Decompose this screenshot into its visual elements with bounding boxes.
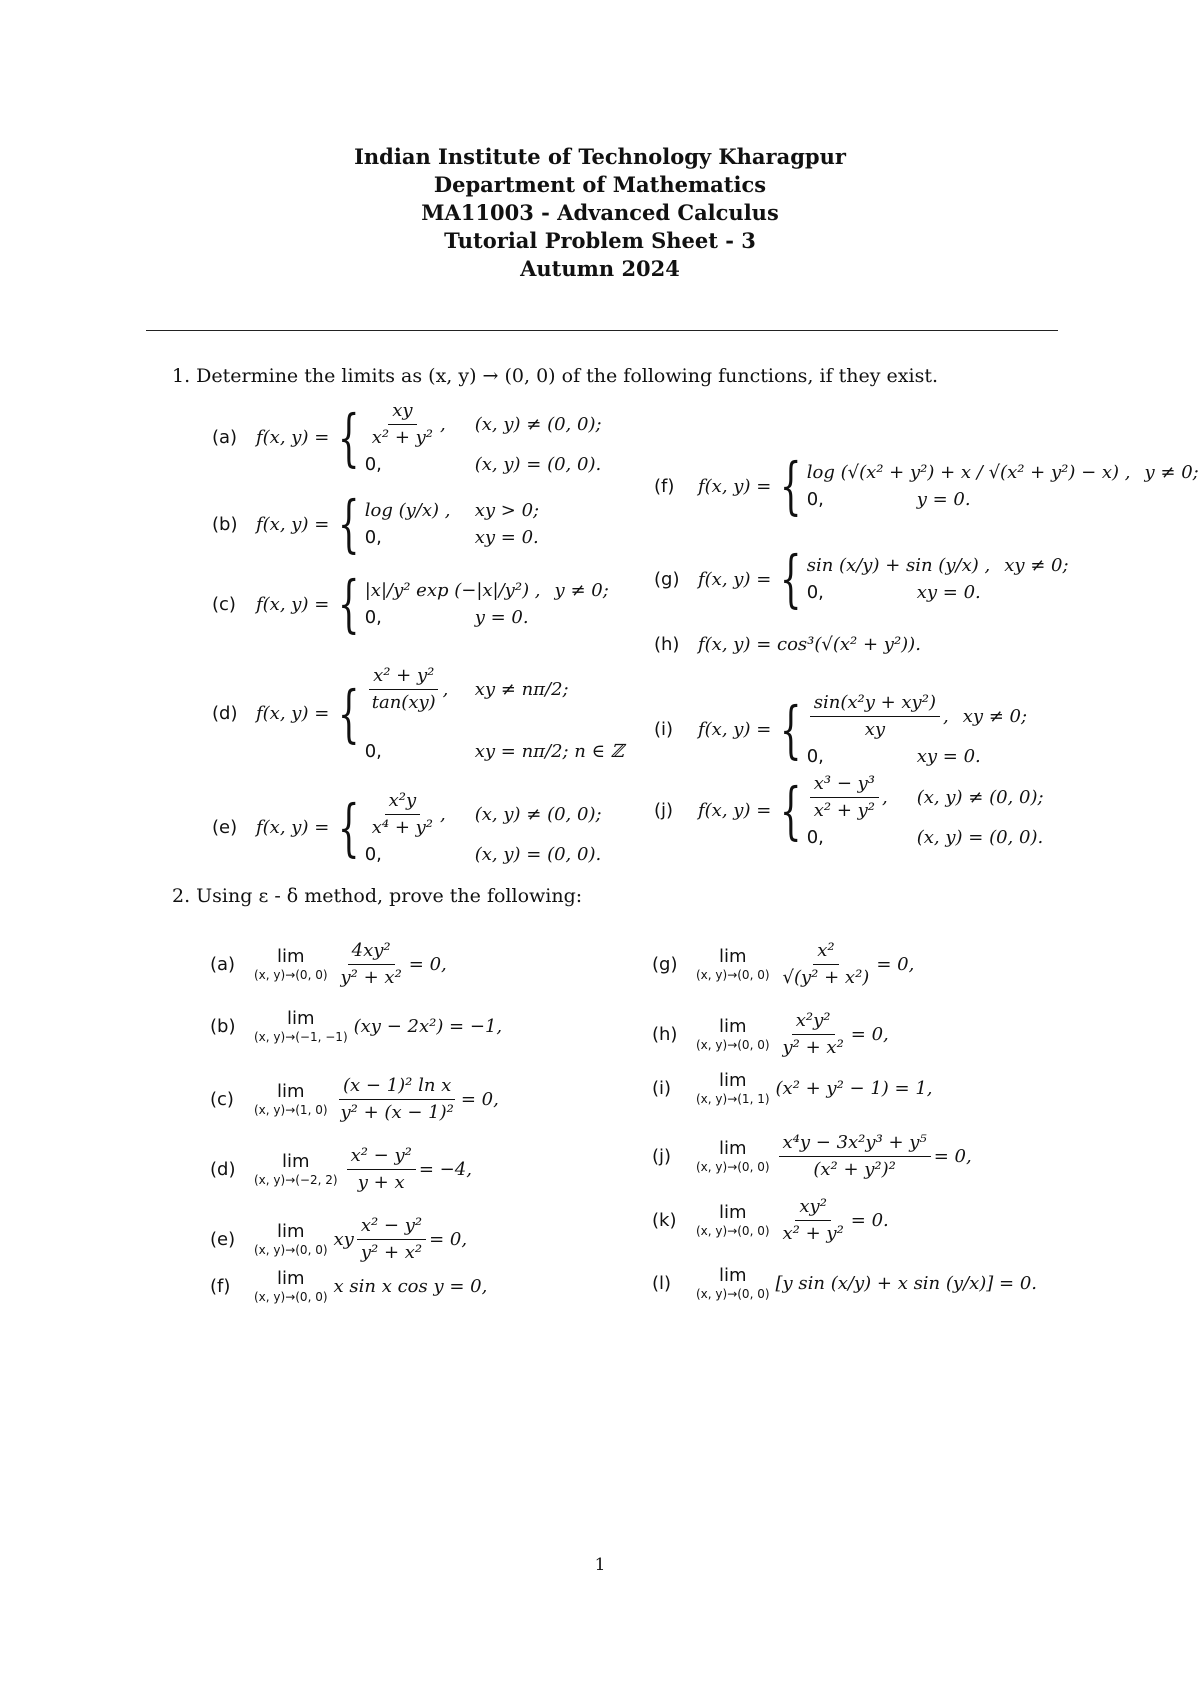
value-2: 0, xyxy=(364,844,382,866)
condition-2: y = 0. xyxy=(916,489,971,510)
expression-prefix: xy xyxy=(333,1228,354,1250)
lim-word: lim xyxy=(276,1081,305,1103)
lim-word: lim xyxy=(718,1016,747,1038)
denominator: tan(xy) xyxy=(371,691,436,713)
condition-1: (x, y) ≠ (0, 0); xyxy=(474,413,602,435)
q2-item xyxy=(652,1070,933,1106)
item-label: (c) xyxy=(212,593,236,615)
limit-subscript: (x, y)→(0, 0) xyxy=(254,968,328,983)
limit-operator xyxy=(696,1138,770,1174)
item-label: (d) xyxy=(212,703,238,725)
condition-1: y ≠ 0; xyxy=(1144,462,1199,483)
limit-operator xyxy=(254,1151,338,1187)
left-brace: { xyxy=(780,449,802,522)
lim-word: lim xyxy=(718,1138,747,1160)
q1-item-c xyxy=(212,567,609,640)
numerator: xy² xyxy=(795,1196,831,1221)
limit-expression xyxy=(776,1132,972,1180)
fraction xyxy=(347,1145,416,1193)
denominator: y² + (x − 1)² xyxy=(340,1101,454,1123)
left-brace: { xyxy=(338,676,360,750)
q1-item-b xyxy=(212,487,540,560)
lim-word: lim xyxy=(287,1008,315,1029)
cases: $\frac{\text{x²y}}{\text{x⁴ + y²}}$ , (x, y) ≠ (0, 0); 0, (x, y) = (0, 0). xyxy=(364,790,602,866)
q2-item xyxy=(652,1196,889,1244)
limit-expression xyxy=(334,1276,488,1297)
cases: $\frac{\text{x² + y²}}{\tan(xy)}$ , xy ≠ nπ/2; 0, xy = nπ/2; n ∈ ℤ xyxy=(364,665,624,763)
fraction xyxy=(779,940,874,988)
limit-expression xyxy=(776,940,915,988)
limit-expression xyxy=(334,1075,499,1123)
item-label: (l) xyxy=(652,1272,672,1294)
numerator: x²y² xyxy=(792,1010,835,1035)
limit-expression xyxy=(776,1273,1038,1294)
left-brace: { xyxy=(780,692,802,766)
item-label: (d) xyxy=(210,1158,236,1180)
limit-expression xyxy=(334,1215,468,1263)
limit-expression xyxy=(776,1010,889,1058)
condition-1: xy ≠ nπ/2; xyxy=(474,678,569,700)
left-brace: { xyxy=(780,773,802,847)
limit-subscript: (x, y)→(0, 0) xyxy=(254,1290,328,1304)
q2-item xyxy=(210,1075,499,1123)
limit-subscript: (x, y)→(0, 0) xyxy=(696,1160,770,1175)
function-lhs: f(x, y) = xyxy=(698,800,772,822)
left-brace: { xyxy=(338,567,360,640)
denominator: xy xyxy=(864,718,886,740)
question-2-text: 2. Using ε - δ method, prove the following: xyxy=(172,885,583,907)
denominator: y² + x² xyxy=(360,1241,423,1263)
department-name: Department of Mathematics xyxy=(433,172,767,197)
fraction xyxy=(779,1196,848,1244)
semester: Autumn 2024 xyxy=(520,256,680,281)
item-label: (f) xyxy=(210,1275,231,1297)
lim-word: lim xyxy=(276,1268,305,1289)
course-title: MA11003 - Advanced Calculus xyxy=(421,200,779,225)
item-label: (j) xyxy=(654,800,674,822)
expression-result: = 0. xyxy=(850,1209,889,1231)
expression-result: = 0, xyxy=(850,1023,889,1045)
limit-operator xyxy=(254,1268,328,1304)
q1-item-j xyxy=(654,773,1044,848)
condition-1: y ≠ 0; xyxy=(554,580,609,601)
value-2: 0, xyxy=(806,827,824,849)
limit-subscript: (x, y)→(1, 1) xyxy=(696,1092,770,1106)
limit-operator xyxy=(696,1202,770,1238)
cases: $\frac{\text{x³ − y³}}{\text{x² + y²}}$ , (x, y) ≠ (0, 0); 0, (x, y) = (0, 0). xyxy=(806,773,1044,849)
limit-operator xyxy=(254,1008,348,1044)
condition-2: (x, y) = (0, 0). xyxy=(916,827,1044,849)
expression-result: = 0, xyxy=(933,1145,972,1167)
value-1: |x|/y² exp (−|x|/y²) , xyxy=(364,580,541,601)
q2-item xyxy=(210,1268,487,1304)
q2-item xyxy=(652,940,914,988)
limit-operator xyxy=(696,1016,770,1052)
fraction xyxy=(779,1010,848,1058)
document-header xyxy=(0,143,1200,283)
q2-item xyxy=(210,1215,467,1263)
numerator: x² + y² xyxy=(369,665,438,690)
expression-prefix: (xy − 2x²) = −1, xyxy=(353,1015,503,1037)
denominator: (x² + y²)² xyxy=(813,1158,896,1180)
function-lhs: f(x, y) = xyxy=(256,427,330,449)
denominator: x² + y² xyxy=(813,799,876,821)
fraction xyxy=(337,940,406,988)
fraction xyxy=(357,1215,426,1263)
value-1: sin (x/y) + sin (y/x) , xyxy=(806,555,991,576)
numerator: sin(x²y + xy²) xyxy=(810,692,940,717)
item-label: (i) xyxy=(652,1077,672,1099)
item-label: (i) xyxy=(654,719,674,741)
q1-item-i xyxy=(654,692,1027,767)
item-label: (g) xyxy=(652,953,678,975)
cases: $\frac{xy}{\text{x² + y²}}$ , (x, y) ≠ (0, 0); 0, (x, y) = (0, 0). xyxy=(364,400,602,476)
cases: $\frac{\text{sin(x²y + xy²)}}{xy}$ , xy ≠ 0; 0, xy = 0. xyxy=(806,692,1028,768)
condition-2: y = 0. xyxy=(474,607,529,628)
condition-1: xy ≠ 0; xyxy=(962,705,1028,727)
limit-operator xyxy=(254,946,328,982)
denominator: x² + y² xyxy=(782,1222,844,1244)
expression-prefix: [y sin (x/y) + x sin (y/x)] = 0. xyxy=(775,1272,1038,1294)
item-label: (h) xyxy=(654,634,680,655)
limit-operator xyxy=(254,1221,328,1257)
expression-result: = 0, xyxy=(460,1088,499,1110)
value-1: log (y/x) , xyxy=(364,500,451,521)
item-label: (e) xyxy=(212,817,238,839)
left-brace: { xyxy=(338,487,360,560)
numerator: xy xyxy=(388,400,416,425)
condition-2: xy = nπ/2; n ∈ ℤ xyxy=(474,741,624,763)
value-2: 0, xyxy=(364,454,382,476)
function-lhs: f(x, y) = xyxy=(698,568,772,590)
item-label: (h) xyxy=(652,1023,678,1045)
denominator: x⁴ + y² xyxy=(371,816,434,838)
q2-item xyxy=(652,1010,889,1058)
lim-word: lim xyxy=(276,946,305,968)
condition-1: xy > 0; xyxy=(474,500,540,521)
condition-1: (x, y) ≠ (0, 0); xyxy=(916,786,1044,808)
page-number: 1 xyxy=(594,1555,606,1575)
expression-result: = 0, xyxy=(429,1228,468,1250)
value-2: 0, xyxy=(806,489,824,510)
condition-2: xy = 0. xyxy=(916,746,981,768)
limit-subscript: (x, y)→(0, 0) xyxy=(254,1243,328,1258)
left-brace: { xyxy=(780,542,802,615)
numerator: x³ − y³ xyxy=(810,773,879,798)
numerator: 4xy² xyxy=(348,940,395,965)
limit-operator xyxy=(254,1081,328,1117)
function-lhs: f(x, y) = xyxy=(256,817,330,839)
cases xyxy=(807,462,1199,510)
fraction xyxy=(779,1132,931,1180)
condition-2: (x, y) = (0, 0). xyxy=(474,844,602,866)
q1-item-a xyxy=(212,400,602,475)
denominator: y² + x² xyxy=(782,1036,844,1058)
limit-subscript: (x, y)→(0, 0) xyxy=(696,1038,770,1053)
numerator: x² − y² xyxy=(347,1145,416,1170)
limit-subscript: (x, y)→(−2, 2) xyxy=(254,1173,338,1188)
item-label: (c) xyxy=(210,1088,234,1110)
question-1-text: 1. Determine the limits as (x, y) → (0, 0) of the following functions, if they exist. xyxy=(172,365,939,387)
denominator: y² + x² xyxy=(340,966,402,988)
q1-item-h xyxy=(654,634,921,655)
limit-subscript: (x, y)→(0, 0) xyxy=(696,1224,770,1239)
lim-word: lim xyxy=(718,1070,747,1091)
limit-operator xyxy=(696,1070,770,1106)
limit-expression xyxy=(776,1196,889,1244)
expression-result: = −4, xyxy=(418,1158,472,1180)
cases xyxy=(807,555,1069,603)
value-2: 0, xyxy=(364,527,382,548)
left-brace: { xyxy=(338,790,360,864)
institute-name: Indian Institute of Technology Kharagpur xyxy=(354,144,846,169)
cases xyxy=(365,580,609,628)
value-2: 0, xyxy=(806,746,824,768)
left-brace: { xyxy=(338,400,360,474)
limit-subscript: (x, y)→(0, 0) xyxy=(696,968,770,983)
item-label: (e) xyxy=(210,1228,236,1250)
denominator: y + x xyxy=(357,1171,405,1193)
item-label: (k) xyxy=(652,1209,677,1231)
expression-prefix: (x² + y² − 1) = 1, xyxy=(775,1077,933,1099)
lim-word: lim xyxy=(282,1151,310,1173)
expression-result: = 0, xyxy=(408,953,447,975)
limit-subscript: (x, y)→(0, 0) xyxy=(696,1287,770,1301)
item-label: (a) xyxy=(210,953,236,975)
q1-item-f xyxy=(654,449,1199,522)
value-2: 0, xyxy=(364,607,382,628)
limit-expression xyxy=(776,1078,933,1099)
q2-item xyxy=(210,940,447,988)
numerator: x²y xyxy=(385,790,421,815)
q1-item-e xyxy=(212,790,602,865)
q2-item xyxy=(652,1132,972,1180)
q2-item xyxy=(210,1008,502,1044)
q1-item-d xyxy=(212,665,624,762)
denominator: √(y² + x²) xyxy=(782,966,870,988)
condition-1: xy ≠ 0; xyxy=(1004,555,1069,576)
item-label: (g) xyxy=(654,568,680,590)
value-1: log (√(x² + y²) + x / √(x² + y²) − x) , xyxy=(806,462,1131,483)
sheet-title: Tutorial Problem Sheet - 3 xyxy=(444,228,756,253)
function-lhs: f(x, y) = xyxy=(256,703,330,725)
condition-1: (x, y) ≠ (0, 0); xyxy=(474,803,602,825)
q2-item xyxy=(652,1265,1037,1301)
limit-subscript: (x, y)→(1, 0) xyxy=(254,1103,328,1118)
function-lhs: f(x, y) = xyxy=(698,475,772,497)
item-label: (b) xyxy=(210,1015,236,1037)
limit-expression xyxy=(344,1145,472,1193)
limit-expression xyxy=(354,1016,503,1037)
condition-2: xy = 0. xyxy=(916,582,981,603)
item-label: (f) xyxy=(654,475,675,497)
lim-word: lim xyxy=(718,1202,747,1224)
q2-item xyxy=(210,1145,472,1193)
item-label: (j) xyxy=(652,1145,672,1167)
numerator: (x − 1)² ln x xyxy=(339,1075,455,1100)
function-expression: f(x, y) = cos³(√(x² + y²)). xyxy=(698,634,921,655)
function-lhs: f(x, y) = xyxy=(698,719,772,741)
value-2: 0, xyxy=(364,741,382,763)
function-lhs: f(x, y) = xyxy=(256,513,330,535)
limit-expression xyxy=(334,940,447,988)
lim-word: lim xyxy=(276,1221,305,1243)
condition-2: (x, y) = (0, 0). xyxy=(474,454,602,476)
limit-subscript: (x, y)→(−1, −1) xyxy=(254,1030,348,1044)
cases xyxy=(365,500,539,548)
expression-result: = 0, xyxy=(876,953,915,975)
lim-word: lim xyxy=(718,1265,747,1286)
limit-operator xyxy=(696,1265,770,1301)
limit-operator xyxy=(696,946,770,982)
condition-2: xy = 0. xyxy=(474,527,539,548)
item-label: (b) xyxy=(212,513,238,535)
value-2: 0, xyxy=(806,582,824,603)
numerator: x² − y² xyxy=(357,1215,426,1240)
numerator: x² xyxy=(813,940,838,965)
expression-prefix: x sin x cos y = 0, xyxy=(333,1275,488,1297)
denominator: x² + y² xyxy=(371,426,434,448)
item-label: (a) xyxy=(212,427,238,449)
q1-item-g xyxy=(654,542,1069,615)
function-lhs: f(x, y) = xyxy=(256,593,330,615)
lim-word: lim xyxy=(718,946,747,968)
header-divider xyxy=(146,330,1058,331)
numerator: x⁴y − 3x²y³ + y⁵ xyxy=(779,1132,931,1157)
fraction xyxy=(337,1075,458,1123)
